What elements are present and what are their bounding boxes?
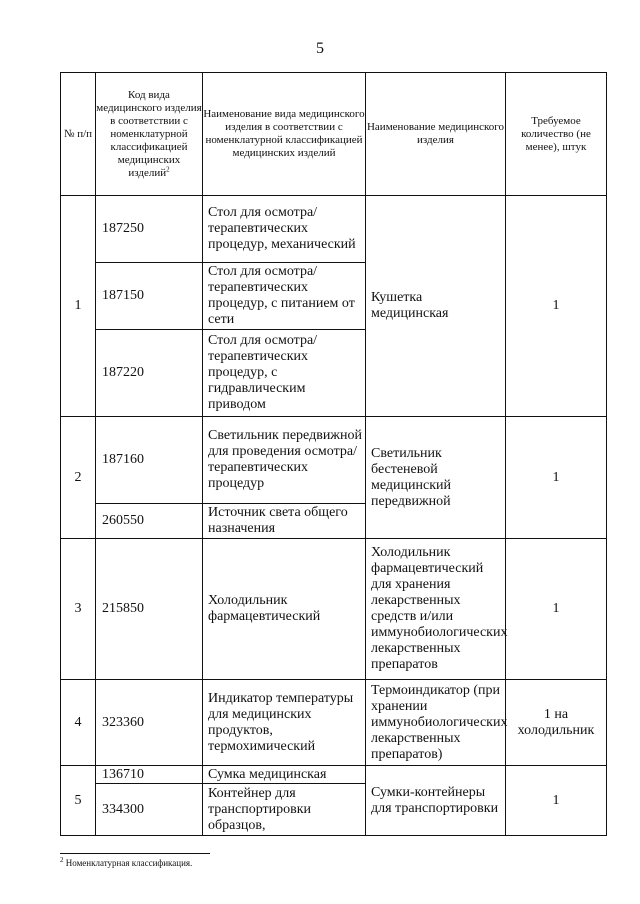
code-cell: 187250 (96, 196, 203, 263)
type-cell: Контейнер для транспортировки образцов, (203, 784, 366, 836)
footnote-divider (60, 853, 210, 854)
table-row (61, 680, 607, 766)
type-cell: Источник света общего назначения (203, 504, 366, 539)
type-cell: Холодильник фармацевтический (203, 539, 366, 680)
code-cell: 187150 (96, 263, 203, 330)
type-cell: Индикатор температуры для медицинских продуктов, термохимический (203, 680, 366, 766)
header-code (96, 73, 203, 196)
product-cell: Термоиндикатор (при хранении иммунобиологических лекарственных препаратов) (366, 680, 506, 766)
quantity-cell: 1 (506, 539, 607, 680)
header-product-name: Наименование медицинского изделия (366, 73, 506, 196)
medical-devices-table (60, 72, 607, 836)
table-row (61, 417, 607, 504)
code-cell: 187160 (96, 417, 203, 504)
row-number: 5 (61, 766, 96, 836)
type-cell: Светильник передвижной для проведения осмотра/терапевтических процедур (203, 417, 366, 504)
row-number: 4 (61, 680, 96, 766)
code-cell: 260550 (96, 504, 203, 539)
quantity-cell: 1 (506, 196, 607, 417)
page-number: 5 (316, 40, 324, 57)
footnote-mark: 2 (60, 856, 64, 864)
header-type-name: Наименование вида медицинского изделия в соответствии с номенклатурной классификацией медицинских изделий (203, 73, 366, 196)
product-cell: Кушетка медицинская (366, 196, 506, 417)
type-cell: Стол для осмотра/терапевтических процедур, механический (203, 196, 366, 263)
code-cell: 334300 (96, 784, 203, 836)
code-cell: 323360 (96, 680, 203, 766)
quantity-cell: 1 на холодильник (506, 680, 607, 766)
footnote (60, 858, 192, 868)
code-cell: 215850 (96, 539, 203, 680)
table-row (61, 196, 607, 263)
row-number: 2 (61, 417, 96, 539)
type-cell: Стол для осмотра/терапевтических процедур, с питанием от сети (203, 263, 366, 330)
footnote-text: Номенклатурная классификация. (65, 858, 193, 868)
product-cell: Светильник бестеневой медицинский передвижной (366, 417, 506, 539)
footnote-ref: 2 (166, 164, 170, 173)
quantity-cell: 1 (506, 417, 607, 539)
header-quantity: Требуемое количество (не менее), штук (506, 73, 607, 196)
product-cell: Холодильник фармацевтический для хранения лекарственных средств и/или иммунобиологических лекарственных препаратов (366, 539, 506, 680)
table-row (61, 539, 607, 680)
row-number: 1 (61, 196, 96, 417)
type-cell: Сумка медицинская (203, 766, 366, 784)
row-number: 3 (61, 539, 96, 680)
header-num: № п/п (61, 73, 96, 196)
type-cell: Стол для осмотра/терапевтических процедур, с гидравлическим приводом (203, 330, 366, 417)
code-cell: 136710 (96, 766, 203, 784)
table-row (61, 766, 607, 784)
header-code-text: Код вида медицинского изделия в соответствии с номенклатурной классификацией медицинских изделий (96, 88, 202, 179)
quantity-cell: 1 (506, 766, 607, 836)
code-cell: 187220 (96, 330, 203, 417)
product-cell: Сумки-контейнеры для транспортировки (366, 766, 506, 836)
header-row (61, 73, 607, 196)
